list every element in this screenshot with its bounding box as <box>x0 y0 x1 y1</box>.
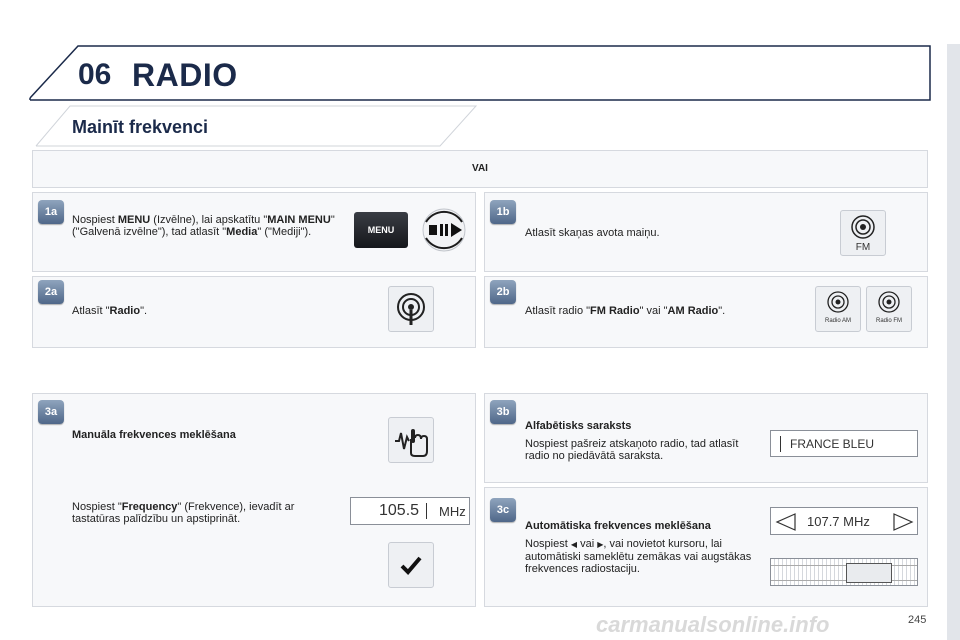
radio-am-button[interactable] <box>815 286 861 332</box>
radio-button[interactable] <box>388 286 434 332</box>
radio-fm-button[interactable] <box>866 286 912 332</box>
step-badge-2b: 2b <box>490 280 516 304</box>
right-arrow-icon: ▶ <box>597 540 604 549</box>
seek-up-icon[interactable] <box>892 512 914 532</box>
frequency-button[interactable] <box>388 417 434 463</box>
seek-down-icon[interactable] <box>775 512 797 532</box>
am-waves-icon <box>816 287 860 317</box>
station-list-item[interactable] <box>770 430 918 457</box>
section-title: Mainīt frekvenci <box>72 117 209 137</box>
confirm-button[interactable] <box>388 542 434 588</box>
frequency-input[interactable] <box>350 497 470 525</box>
radio-antenna-icon <box>394 291 428 327</box>
step-3b-heading: Alfabētisks saraksts <box>525 420 632 432</box>
step-1a-text: Nospiest MENU (Izvēlne), lai apskatītu "MAIN MENU" ("Galvenā izvēlne"), tad atlasīt "Media" ("Mediji"). <box>72 214 335 238</box>
frequency-unit: MHz <box>439 504 466 519</box>
radio-waves-icon <box>841 211 885 243</box>
page-number: 245 <box>908 614 927 626</box>
step-badge-3b: 3b <box>490 400 516 424</box>
step-3a-text: Nospiest "Frequency" (Frekvence), ievadīt ar tastatūras palīdzību un apstiprināt. <box>72 501 295 525</box>
step-3b-text: Nospiest pašreiz atskaņoto radio, tad atlasīt radio no piedāvātā saraksta. <box>525 438 739 462</box>
slider-cursor[interactable] <box>846 563 892 583</box>
step-badge-1b: 1b <box>490 200 516 224</box>
watermark: carmanualsonline.info <box>596 612 830 637</box>
menu-button[interactable] <box>354 212 408 248</box>
step-2b-text: Atlasīt radio "FM Radio" vai "AM Radio". <box>525 305 726 317</box>
media-play-pause-icon[interactable] <box>420 207 468 253</box>
fm-waves-icon <box>867 287 911 317</box>
auto-search-control[interactable] <box>770 507 918 535</box>
step-3a-heading: Manuāla frekvences meklēšana <box>72 429 236 441</box>
text-cursor <box>426 503 427 519</box>
frequency-slider[interactable] <box>770 558 918 586</box>
frequency-value: 105.5 <box>379 502 420 519</box>
fm-source-button[interactable] <box>840 210 886 256</box>
menu-button-label: MENU <box>367 225 395 235</box>
station-name: FRANCE BLEU <box>790 437 875 451</box>
step-3c-text: Nospiest ◀ vai ▶, vai novietot kursoru, lai automātiski sameklētu zemākas vai augstākas frekvences radiostaciju. <box>525 538 752 575</box>
chapter-number: 06 <box>78 58 112 91</box>
step-1b-text: Atlasīt skaņas avota maiņu. <box>525 227 660 239</box>
or-label: VAI <box>472 163 488 174</box>
left-arrow-icon: ◀ <box>570 540 578 549</box>
radio-am-caption: Radio AM <box>824 318 851 324</box>
step-badge-1a: 1a <box>38 200 64 224</box>
text-cursor <box>780 436 781 452</box>
fm-source-label: FM <box>855 242 871 253</box>
slider-track <box>771 565 917 581</box>
auto-frequency: 107.7 MHz <box>807 514 870 529</box>
checkmark-icon <box>399 555 423 575</box>
frequency-hand-icon <box>393 423 429 457</box>
or-panel <box>32 150 928 188</box>
step-2a-text: Atlasīt "Radio". <box>72 305 148 317</box>
radio-fm-caption: Radio FM <box>875 318 902 324</box>
step-badge-3c: 3c <box>490 498 516 522</box>
step-3c-heading: Automātiska frekvences meklēšana <box>525 520 711 532</box>
sidebar-strip <box>947 44 960 640</box>
step-badge-2a: 2a <box>38 280 64 304</box>
chapter-title: RADIO <box>132 57 238 93</box>
step-badge-3a: 3a <box>38 400 64 424</box>
